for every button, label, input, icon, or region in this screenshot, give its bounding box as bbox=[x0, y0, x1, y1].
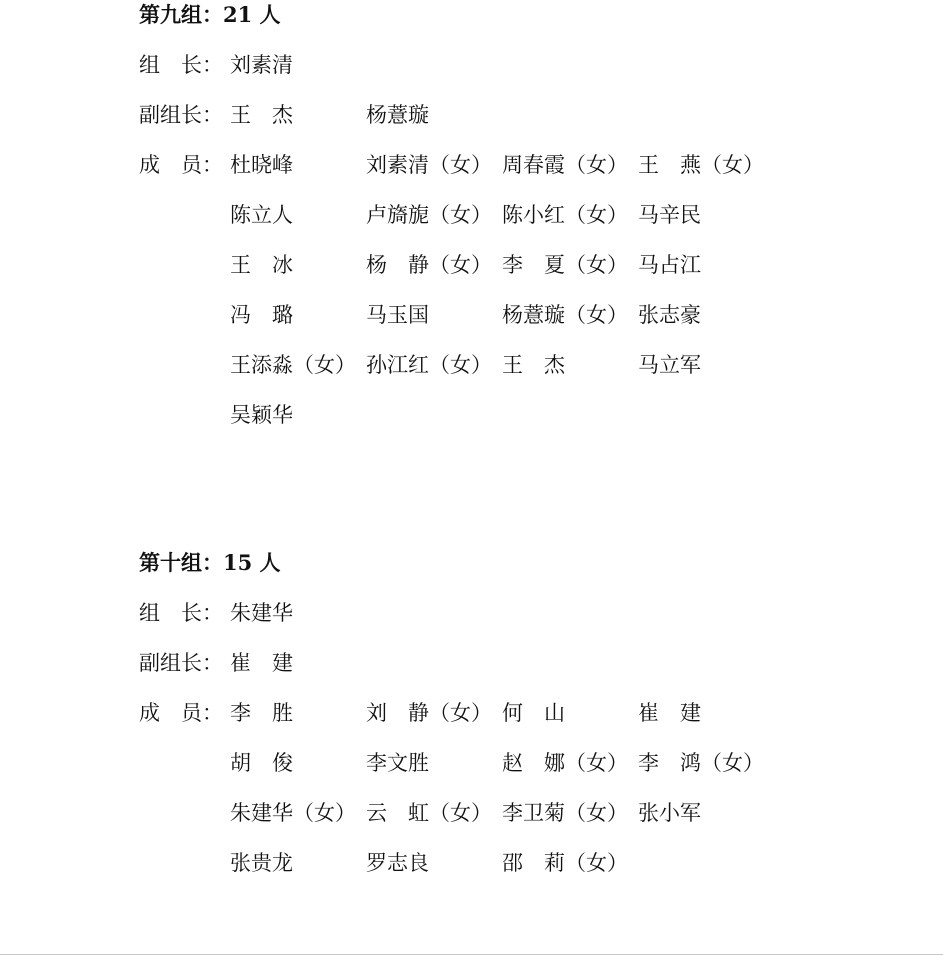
leader-label: 组 长： bbox=[139, 53, 223, 77]
member-row bbox=[139, 250, 839, 300]
member-name: 杨薏璇（女） bbox=[502, 303, 628, 327]
member-name: 王 冰 bbox=[230, 253, 293, 277]
member-row bbox=[139, 200, 839, 250]
member-row bbox=[139, 748, 839, 798]
member-name: 李 夏（女） bbox=[502, 253, 628, 277]
member-name: 孙江红（女） bbox=[366, 353, 492, 377]
member-name: 杜晓峰 bbox=[230, 153, 293, 177]
member-name: 马玉国 bbox=[366, 303, 429, 327]
member-name: 云 虹（女） bbox=[366, 801, 492, 825]
member-row bbox=[139, 848, 839, 898]
leader-name: 刘素清 bbox=[230, 53, 293, 77]
member-name: 马立军 bbox=[638, 353, 701, 377]
deputy-name: 崔 建 bbox=[230, 651, 293, 675]
member-name: 胡 俊 bbox=[230, 751, 293, 775]
member-name: 王 燕（女） bbox=[638, 153, 764, 177]
member-name: 冯 璐 bbox=[230, 303, 293, 327]
member-name: 张志豪 bbox=[638, 303, 701, 327]
leader-label: 组 长： bbox=[139, 601, 223, 625]
member-name: 刘素清（女） bbox=[366, 153, 492, 177]
group-title: 第九组：21 人 bbox=[139, 2, 281, 27]
deputy-row bbox=[139, 100, 839, 150]
member-name: 杨 静（女） bbox=[366, 253, 492, 277]
leader-row bbox=[139, 598, 839, 648]
member-name: 邵 莉（女） bbox=[502, 851, 628, 875]
member-name: 周春霞（女） bbox=[502, 153, 628, 177]
member-row bbox=[139, 798, 839, 848]
member-name: 张小军 bbox=[638, 801, 701, 825]
member-name: 马辛民 bbox=[638, 203, 701, 227]
group-ten bbox=[139, 548, 839, 898]
leader-row bbox=[139, 50, 839, 100]
member-name: 陈立人 bbox=[230, 203, 293, 227]
deputy-name: 杨薏璇 bbox=[366, 103, 429, 127]
member-name: 王添淼（女） bbox=[230, 353, 356, 377]
members-label: 成 员： bbox=[139, 701, 223, 725]
member-name: 陈小红（女） bbox=[502, 203, 628, 227]
page-bottom-divider bbox=[0, 954, 943, 955]
member-name: 朱建华（女） bbox=[230, 801, 356, 825]
member-name: 李 胜 bbox=[230, 701, 293, 725]
group-nine bbox=[139, 0, 839, 450]
member-row bbox=[139, 150, 839, 200]
member-name: 卢旖旎（女） bbox=[366, 203, 492, 227]
member-name: 张贵龙 bbox=[230, 851, 293, 875]
member-name: 崔 建 bbox=[638, 701, 701, 725]
member-name: 吴颖华 bbox=[230, 403, 293, 427]
member-name: 王 杰 bbox=[502, 353, 565, 377]
member-row bbox=[139, 350, 839, 400]
deputy-row bbox=[139, 648, 839, 698]
member-name: 李 鸿（女） bbox=[638, 751, 764, 775]
members-label: 成 员： bbox=[139, 153, 223, 177]
member-name: 赵 娜（女） bbox=[502, 751, 628, 775]
member-row bbox=[139, 400, 839, 450]
member-name: 李文胜 bbox=[366, 751, 429, 775]
group-title: 第十组：15 人 bbox=[139, 550, 281, 575]
member-row bbox=[139, 698, 839, 748]
member-name: 罗志良 bbox=[366, 851, 429, 875]
deputy-label: 副组长： bbox=[139, 651, 223, 675]
member-row bbox=[139, 300, 839, 350]
member-name: 何 山 bbox=[502, 701, 565, 725]
member-name: 马占江 bbox=[638, 253, 701, 277]
member-name: 刘 静（女） bbox=[366, 701, 492, 725]
leader-name: 朱建华 bbox=[230, 601, 293, 625]
deputy-name: 王 杰 bbox=[230, 103, 293, 127]
deputy-label: 副组长： bbox=[139, 103, 223, 127]
member-name: 李卫菊（女） bbox=[502, 801, 628, 825]
